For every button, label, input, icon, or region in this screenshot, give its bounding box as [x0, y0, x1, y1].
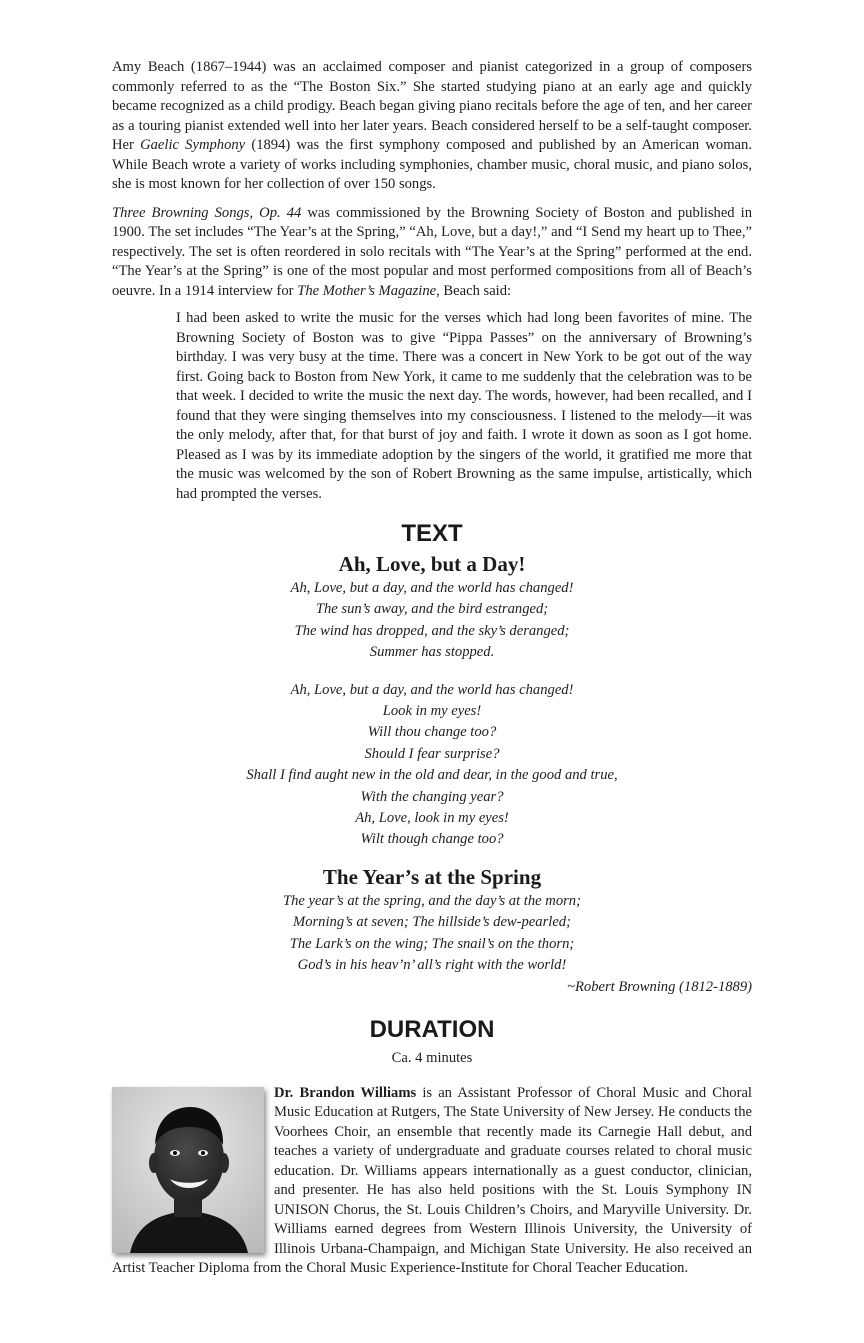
bio-text: is an Assistant Professor of Choral Music and Choral Music Education at Rutgers, The State University of New Jersey. He conducts the Voorhees Choir, an ensemble that recently made its Carnegie Hall debut, and teaches a variety of undergraduate and graduate courses related to choral music education. Dr. Williams appears internationally as a guest conductor, clinician, and presenter. He has also held positions with the St. Louis Symphony IN UNISON Chorus, the St. Louis Children’s Choirs, and Maryville University. Dr. Williams earned degrees from Western Illinois University, the University of Illinois Urbana-Champaign, and Michigan State University. He also received an Artist Teacher Diploma from the Choral Music Experience-Institute for Choral Teacher Education. [112, 1084, 752, 1277]
poem-line: Should I fear surprise? [364, 745, 500, 762]
poem-line: The Lark’s on the wing; The snail’s on the thorn; [289, 935, 575, 952]
poem-line: Look in my eyes! [382, 703, 482, 720]
poem-line: Ah, Love, but a day, and the world has changed! [290, 580, 574, 596]
poem-attribution: ~Robert Browning (1812-1889) [567, 978, 752, 995]
duration-heading: DURATION [369, 1015, 495, 1043]
poem-line: God’s in his heav’n’ all’s right with the world! [297, 957, 567, 974]
gaelic-symphony-title: Gaelic Symphony [140, 137, 246, 153]
poem-1-title: Ah, Love, but a Day! [338, 552, 526, 576]
document-page [112, 58, 752, 1279]
intro-paragraph-2 [112, 204, 752, 302]
text-heading: TEXT [401, 520, 463, 547]
intro-p1-text-a: Amy Beach (1867–1944) was an acclaimed composer and pianist categorized in a group of composers commonly referred to as the “The Boston Six.” She started studying piano at an early age and quickly became recognized as a child prodigy. Beach began giving piano recitals before the age of ten, and her career as a touring pianist extended well into her later years. Beach considered herself to be a self-taught composer. Her [112, 59, 752, 153]
poem-1-stanza-1 [112, 578, 752, 664]
poem-line: Morning’s at seven; The hillside’s dew-pearled; [293, 914, 571, 931]
conductor-portrait [112, 1087, 264, 1253]
poem-2-title: The Year’s at the Spring [322, 864, 542, 889]
poem-line: Summer has stopped. [369, 644, 495, 661]
portrait-image [112, 1087, 264, 1253]
poem-2-stanza-1 [112, 891, 752, 977]
conductor-name: Dr. Brandon Williams [274, 1084, 417, 1101]
poem-line: Ah, Love, but a day, and the world has changed! [290, 681, 574, 698]
intro-p2-text-b: , Beach said: [436, 282, 512, 299]
duration-value: Ca. 4 minutes [391, 1049, 473, 1066]
intro-p2-text-a: was commissioned by the Browning Society of Boston and published in 1900. The set includes “The Year’s at the Spring,” “Ah, Love, but a day!,” and “I Send my heart up to Thee,” respectively. The set is often reordered in solo recitals with “The Year’s at the Spring” performed at the end. “The Year’s at the Spring” is one of the most popular and most performed compositions from all of Beach’s oeuvre. In a 1914 interview for [112, 204, 752, 299]
poem-line: The wind has dropped, and the sky’s deranged; [294, 622, 570, 639]
beach-quote: I had been asked to write the music for the verses which had long been favorites of mine. The Browning Society of Boston was to give “Pippa Passes” on the anniversary of Browning’s birthday. I was very busy at the time. There was a concert in New York to be got out of the way first. Going back to Boston from New York, it came to me suddenly that the celebration was to be that week. I decided to write the music the next day. The words, however, had been recalled, and I found that they were singing themselves into my consciousness. I listened to the melody—it was the only melody, after that, for that burst of joy and faith. I wrote it down as soon as I got home. Pleased as I was by its immediate adoption by the singers of the world, it gratified me more that the music was welcomed by the son of Robert Browning as the same impulse, artistically, which had prompted the verses. [176, 310, 752, 502]
poem-line: With the changing year? [360, 788, 504, 805]
conductor-bio [112, 1084, 752, 1279]
poem-1-stanza-2 [112, 680, 752, 851]
poem-line: Shall I find aught new in the old and dear, in the good and true, [246, 767, 618, 784]
poem-line: Wilt though change too? [360, 831, 504, 848]
intro-paragraph-1 [112, 58, 752, 195]
intro-p1-text-b: (1894) was the first symphony composed and published by an American woman. While Beach wrote a variety of works including symphonies, chamber music, choral music, and piano solos, she is most known for her collection of over 150 songs. [112, 137, 752, 192]
poem-line: The sun’s away, and the bird estranged; [315, 601, 549, 618]
poem-line: Ah, Love, look in my eyes! [355, 810, 509, 827]
poem-line: The year’s at the spring, and the day’s at the morn; [283, 892, 581, 909]
poem-line: Will thou change too? [367, 724, 497, 741]
mothers-magazine-title: The Mother’s Magazine [297, 282, 437, 299]
browning-songs-title: Three Browning Songs, Op. 44 [112, 204, 302, 221]
